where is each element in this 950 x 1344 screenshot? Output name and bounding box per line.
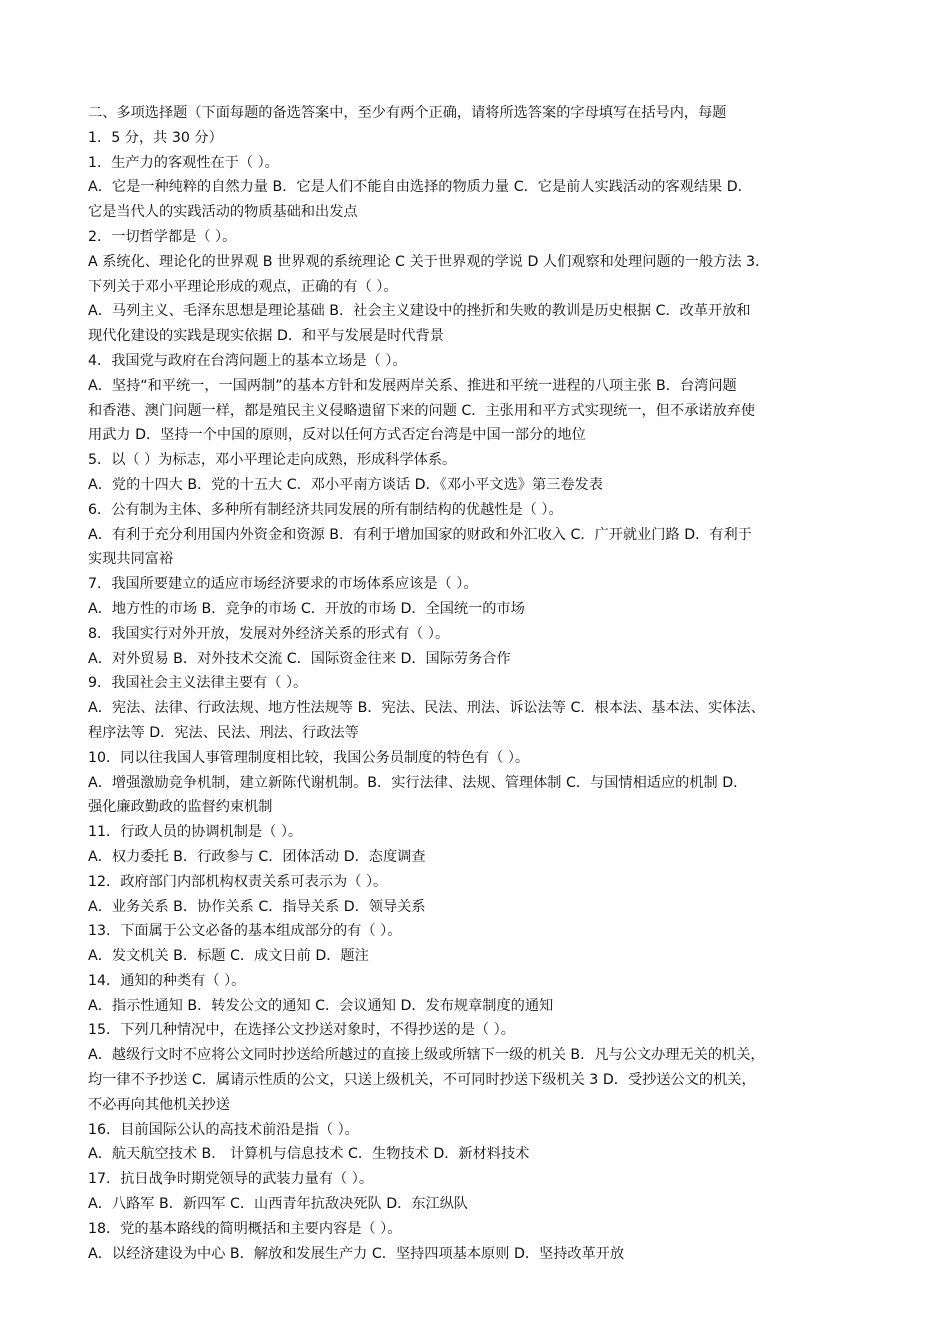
text-line: 4．我国党与政府在台湾问题上的基本立场是（ ）。 <box>88 352 407 369</box>
text-line: 它是当代人的实践活动的物质基础和出发点 <box>88 204 358 221</box>
text-line: 不必再向其他机关抄送 <box>88 1096 230 1113</box>
text-line: 15．下列几种情况中，在选择公文抄送对象时，不得抄送的是（ ）。 <box>88 1022 515 1039</box>
text-line: 1．生产力的客观性在于（ ）。 <box>88 154 279 171</box>
text-line: 强化廉政勤政的监督约束机制 <box>88 799 273 816</box>
text-line: A．坚持“和平统一，一国两制”的基本方针和发展两岸关系、推进和平统一进程的八项主张 B．台湾问题 <box>88 377 737 394</box>
text-line: A．航天航空技术 B． 计算机与信息技术 C．生物技术 D．新材料技术 <box>88 1146 530 1163</box>
text-line: A．增强激励竞争机制，建立新陈代谢机制。B．实行法律、法规、管理体制 C．与国情相适应的机制 D． <box>88 774 748 791</box>
text-line: 用武力 D．坚持一个中国的原则，反对以任何方式否定台湾是中国一部分的地位 <box>88 427 586 444</box>
document-body <box>88 101 888 1266</box>
text-line: A．有利于充分利用国内外资金和资源 B．有利于增加国家的财政和外汇收入 C．广开就业门路 D．有利于 <box>88 526 752 543</box>
text-line: 1．5 分，共 30 分） <box>88 129 223 146</box>
text-line: 14．通知的种类有（ ）。 <box>88 972 246 989</box>
text-line: 16．目前国际公认的高技术前沿是指（ ）。 <box>88 1121 359 1138</box>
text-line: A．它是一种纯粹的自然力量 B．它是人们不能自由选择的物质力量 C．它是前人实践活动的客观结果 D． <box>88 179 752 196</box>
text-line: A．越级行文时不应将公文同时抄送给所越过的直接上级或所辖下一级的机关 B．凡与公文办理无关的机关， <box>88 1047 765 1064</box>
text-line: A．宪法、法律、行政法规、地方性法规等 B．宪法、民法、刑法、诉讼法等 C．根本法、基本法、实体法、 <box>88 700 765 717</box>
text-line: A．对外贸易 B．对外技术交流 C．国际资金往来 D．国际劳务合作 <box>88 650 511 667</box>
text-line: 11．行政人员的协调机制是（ ）。 <box>88 824 303 841</box>
text-line: 9．我国社会主义法律主要有（ ）。 <box>88 675 308 692</box>
text-line: A 系统化、理论化的世界观 B 世界观的系统理论 C 关于世界观的学说 D 人们观察和处理问题的一般方法 3． <box>88 253 770 270</box>
text-line: A．八路军 B．新四军 C．山西青年抗敌决死队 D．东江纵队 <box>88 1196 469 1213</box>
text-line: 5．以（ ）为标志，邓小平理论走向成熟，形成科学体系。 <box>88 452 457 469</box>
text-line: 2．一切哲学都是（ ）。 <box>88 228 237 245</box>
text-line: 7．我国所要建立的适应市场经济要求的市场体系应该是（ ）。 <box>88 576 478 593</box>
text-line: A．权力委托 B．行政参与 C．团体活动 D．态度调查 <box>88 848 426 865</box>
text-line: 8．我国实行对外开放，发展对外经济关系的形式有（ ）。 <box>88 625 450 642</box>
text-line: 12．政府部门内部机构权责关系可表示为（ ）。 <box>88 873 388 890</box>
text-line: 均一律不予抄送 C．属请示性质的公文，只送上级机关，不可同时抄送下级机关 3 D．受抄送公文的机关， <box>88 1072 756 1089</box>
text-line: 和香港、澳门问题一样，都是殖民主义侵略遗留下来的问题 C．主张用和平方式实现统一，但不承诺放弃使 <box>88 402 756 419</box>
text-line: 10．同以往我国人事管理制度相比较，我国公务员制度的特色有（ ）。 <box>88 749 530 766</box>
text-line: A．党的十四大 B．党的十五大 C．邓小平南方谈话 D．《邓小平文选》第三卷发表 <box>88 476 603 493</box>
text-line: 实现共同富裕 <box>88 551 174 568</box>
text-line: A．以经济建设为中心 B．解放和发展生产力 C．坚持四项基本原则 D．坚持改革开放 <box>88 1245 625 1262</box>
text-line: 现代化建设的实践是现实依据 D．和平与发展是时代背景 <box>88 328 444 345</box>
text-line: 17．抗日战争时期党领导的武装力量有（ ）。 <box>88 1171 374 1188</box>
text-line: A．指示性通知 B．转发公文的通知 C．会议通知 D．发布规章制度的通知 <box>88 997 554 1014</box>
text-line: A．地方性的市场 B．竞争的市场 C．开放的市场 D．全国统一的市场 <box>88 600 525 617</box>
text-line: 程序法等 D．宪法、民法、刑法、行政法等 <box>88 724 359 741</box>
text-line: 18．党的基本路线的简明概括和主要内容是（ ）。 <box>88 1220 402 1237</box>
text-line: 下列关于邓小平理论形成的观点，正确的有（ ）。 <box>88 278 398 295</box>
text-line: 二、多项选择题（下面每题的备选答案中，至少有两个正确，请将所选答案的字母填写在括号内，每题 <box>88 105 727 121</box>
text-line: 6．公有制为主体、多种所有制经济共同发展的所有制结构的优越性是（ ）。 <box>88 501 563 518</box>
text-line: A．业务关系 B．协作关系 C．指导关系 D．领导关系 <box>88 898 426 915</box>
text-line: A．马列主义、毛泽东思想是理论基础 B．社会主义建设中的挫折和失败的教训是历史根据 C．改革开放和 <box>88 303 751 320</box>
text-line: 13．下面属于公文必备的基本组成部分的有（ ）。 <box>88 923 402 940</box>
text-line: A．发文机关 B．标题 C．成文日前 D．题注 <box>88 948 369 965</box>
